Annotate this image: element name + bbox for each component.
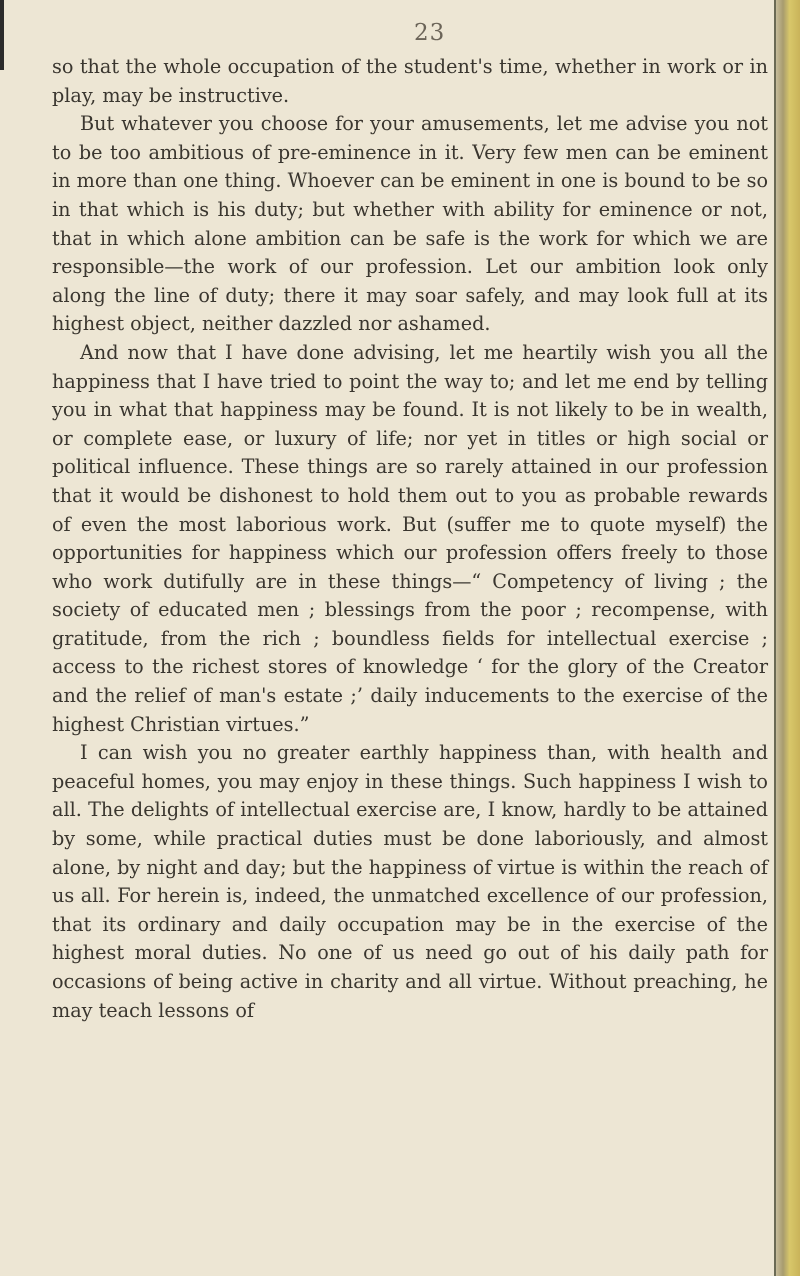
paragraph-2: But whatever you choose for your amusements, let me advise you not to be too ambitious of pre-eminence in it. Very few men can be eminent in more than one thing. Whoever can be eminent in one is bound to be so in that which is his duty; but whether with ability for eminence or not, that in which alone ambition can be safe is the work for which we are responsible—the work of our profession. Let our ambition look only along the line of duty; there it may soar safely, and may look full at its highest object, neither dazzled nor ashamed. — [52, 112, 768, 336]
page-fold-line — [774, 0, 776, 1276]
page-number: 23 — [414, 20, 446, 46]
page-edge-shadow — [0, 0, 4, 70]
body-text — [52, 53, 768, 1025]
paragraph-4: I can wish you no greater earthly happiness than, with health and peaceful homes, you may enjoy in these things. Such happiness I wish to all. The delights of intellectual exercise are, I know, hardly to be attained by some, while practical duties must be done laboriously, and almost alone, by night and day; but the happiness of virtue is within the reach of us all. For herein is, indeed, the unmatched excellence of our profession, that its ordinary and daily occupation may be in the exercise of the highest moral duties. No one of us need go out of his daily path for occasions of being active in charity and all virtue. Without preaching, he may teach lessons of — [52, 741, 768, 1022]
book-gutter — [774, 0, 800, 1276]
paragraph-3: And now that I have done advising, let me heartily wish you all the happiness that I have tried to point the way to; and let me end by telling you in what that happiness may be found. It is not likely to be in wealth, or complete ease, or luxury of life; nor yet in titles or high social or political influence. These things are so rarely attained in our profession that it would be dishonest to hold them out to you as probable rewards of even the most laborious work. But (suffer me to quote myself) the opportunities for happiness which our profession offers freely to those who work dutifully are in these things—“ Competency of living ; the society of educated men ; blessings from the poor ; recompense, with gratitude, from the rich ; boundless fields for intellectual exercise ; access to the richest stores of knowledge ‘ for the glory of the Creator and the relief of man's estate ;’ daily inducements to the exercise of the highest Christian virtues.” — [52, 340, 768, 736]
paragraph-1: so that the whole occupation of the student's time, whether in work or in play, may be instructive. — [52, 55, 768, 107]
